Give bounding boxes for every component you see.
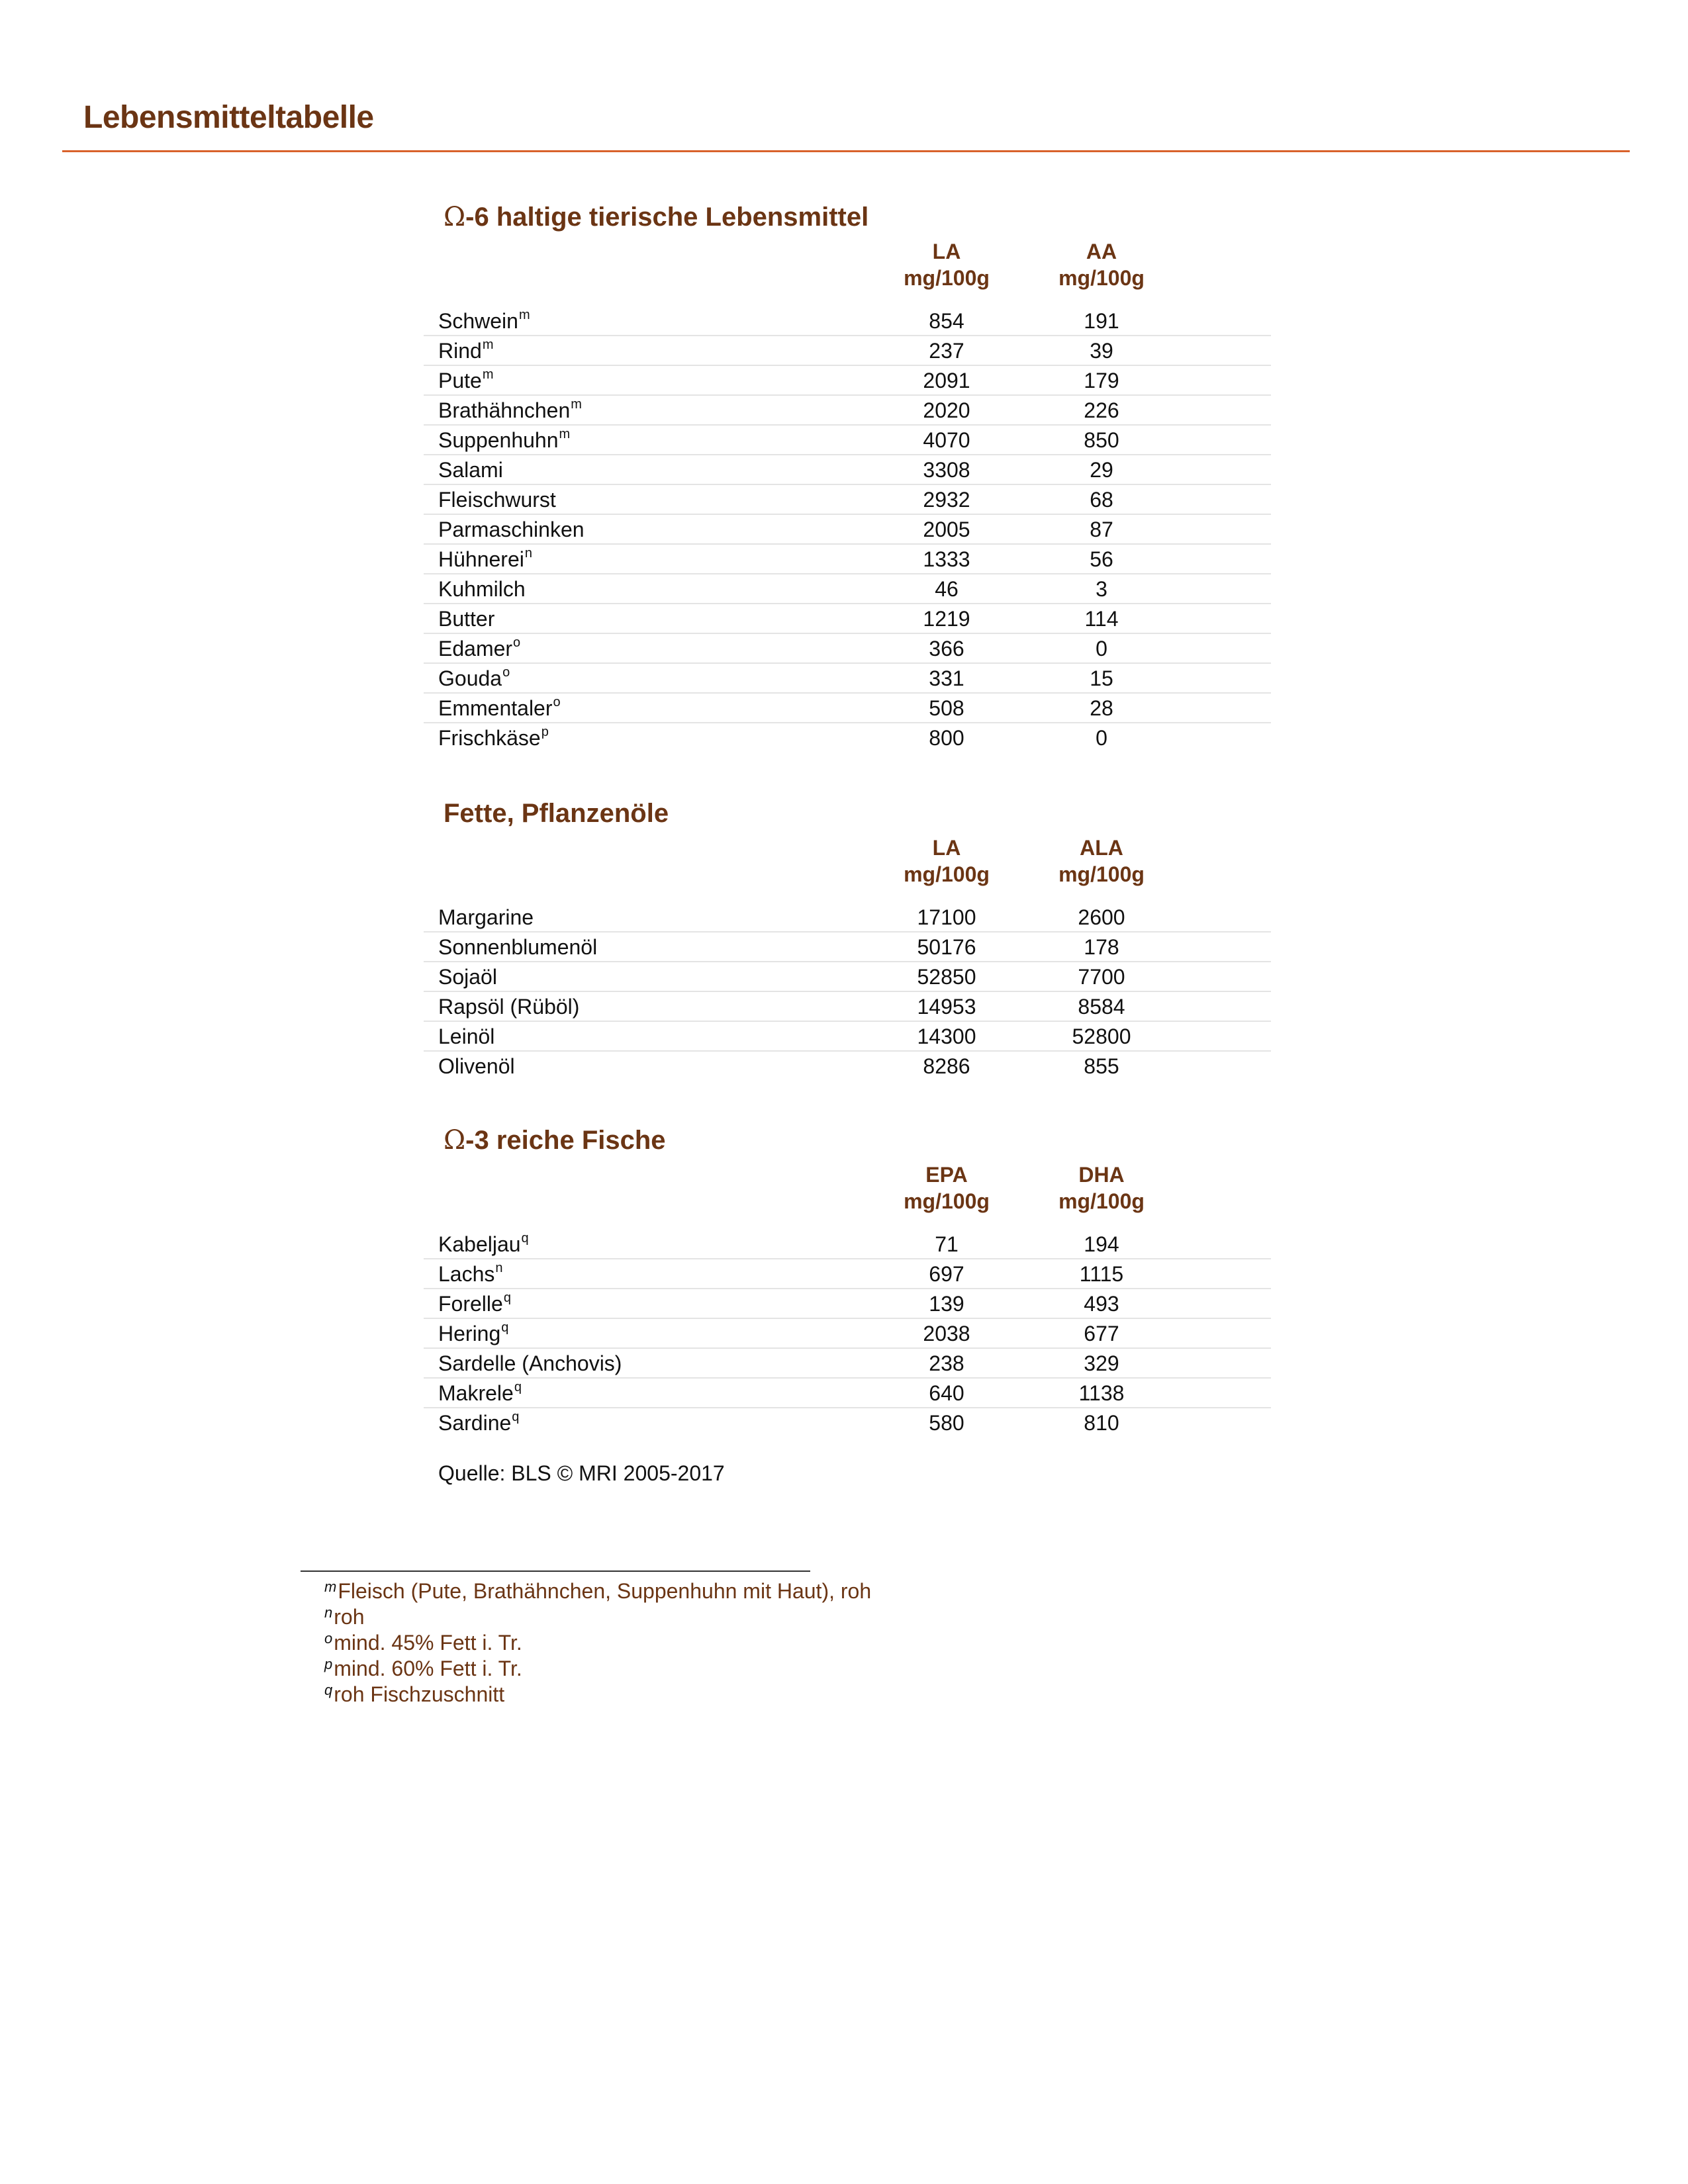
value-col-1: 2020: [923, 398, 970, 422]
food-name: Lachs$^n$: [438, 1261, 503, 1286]
value-col-1: 52850: [917, 965, 976, 989]
table-row: [424, 1230, 1271, 1259]
footnote: [324, 1682, 871, 1707]
footnote-mark: p: [324, 1656, 333, 1672]
value-col-1: 508: [929, 696, 964, 720]
food-name: Margarine: [438, 905, 534, 929]
footnote-ref: o: [502, 665, 510, 680]
footnote-ref: o: [513, 635, 521, 650]
table-row: [424, 1052, 1271, 1081]
footnote: [324, 1630, 871, 1656]
value-col-1: 46: [935, 577, 959, 601]
value-col-2: 3: [1096, 577, 1107, 601]
value-col-2: 28: [1090, 696, 1113, 720]
value-col-1: 1333: [923, 547, 970, 571]
value-col-2: 855: [1084, 1054, 1119, 1078]
food-name: Sardelle (Anchovis): [438, 1351, 622, 1375]
value-col-2: 329: [1084, 1351, 1119, 1375]
value-col-1: 331: [929, 666, 964, 690]
value-col-1: 14300: [917, 1024, 976, 1048]
value-col-2: 850: [1084, 428, 1119, 452]
footnote-mark: n: [324, 1604, 333, 1621]
table-row: [424, 515, 1271, 545]
value-col-2: 810: [1084, 1411, 1119, 1435]
food-name: Rind$^m$: [438, 338, 494, 363]
column-header-1: LA mg/100g: [904, 836, 990, 886]
food-name: Emmentaler$^o$: [438, 695, 561, 720]
value-col-2: 68: [1090, 488, 1113, 512]
column-header-2: DHA mg/100g: [1058, 1163, 1145, 1213]
value-col-2: 677: [1084, 1322, 1119, 1345]
value-col-1: 366: [929, 637, 964, 660]
table-row: [424, 933, 1271, 962]
table-rows: [424, 306, 1271, 753]
value-col-2: 1115: [1079, 1262, 1124, 1286]
food-name: Olivenöl: [438, 1054, 515, 1078]
footnote-ref: n: [524, 546, 532, 561]
footnote-ref: q: [503, 1291, 511, 1305]
value-col-2: 493: [1084, 1292, 1119, 1316]
footnote-ref: q: [512, 1410, 520, 1424]
value-col-2: 87: [1090, 518, 1113, 541]
value-col-1: 2038: [923, 1322, 970, 1345]
table-row: [424, 574, 1271, 604]
value-col-1: 580: [929, 1411, 964, 1435]
value-col-1: 4070: [923, 428, 970, 452]
table-row: [424, 903, 1271, 933]
header-divider: [62, 150, 1630, 152]
source-note: Quelle: BLS © MRI 2005-2017: [438, 1461, 725, 1485]
footnote-ref: m: [571, 397, 582, 412]
food-name: Frischkäse$^p$: [438, 725, 549, 750]
value-col-2: 2600: [1078, 905, 1125, 929]
footnote-ref: n: [495, 1261, 503, 1275]
footnote-ref: q: [521, 1231, 529, 1246]
food-name: Forelle$^q$: [438, 1291, 511, 1316]
footnote-text: mind. 60% Fett i. Tr.: [334, 1657, 522, 1680]
food-name: Rapsöl (Rüböl): [438, 995, 580, 1019]
column-header-2: AA mg/100g: [1058, 240, 1145, 290]
value-col-1: 697: [929, 1262, 964, 1286]
value-col-1: 238: [929, 1351, 964, 1375]
table-row: [424, 1289, 1271, 1319]
footnote-ref: o: [553, 695, 561, 709]
footnote-ref: q: [514, 1380, 522, 1394]
food-name: Hühnerei$^n$: [438, 546, 532, 571]
footnote-ref: m: [559, 427, 571, 441]
table-row: [424, 485, 1271, 515]
food-name: Kuhmilch: [438, 577, 526, 601]
footnote-text: mind. 45% Fett i. Tr.: [334, 1631, 522, 1655]
table-row: [424, 1408, 1271, 1438]
footnote-ref: m: [482, 338, 494, 352]
value-col-2: 191: [1084, 309, 1119, 333]
value-col-1: 1219: [923, 607, 970, 631]
table-rows: [424, 1230, 1271, 1438]
table-row: [424, 723, 1271, 753]
value-col-1: 139: [929, 1292, 964, 1316]
column-header-1: LA mg/100g: [904, 240, 990, 290]
table-row: [424, 664, 1271, 694]
footnote-mark: q: [324, 1682, 333, 1698]
footnote-ref: m: [482, 367, 494, 382]
food-name: Makrele$^q$: [438, 1380, 522, 1405]
value-col-2: 8584: [1078, 995, 1125, 1019]
food-name: Fleischwurst: [438, 488, 556, 512]
value-col-1: 2932: [923, 488, 970, 512]
table-row: [424, 1349, 1271, 1379]
value-col-2: 29: [1090, 458, 1113, 482]
value-col-1: 800: [929, 726, 964, 750]
food-name: Salami: [438, 458, 503, 482]
page-title: Lebensmitteltabelle: [83, 100, 374, 135]
value-col-2: 194: [1084, 1232, 1119, 1256]
food-name: Sardine$^q$: [438, 1410, 520, 1435]
value-col-2: 1138: [1078, 1381, 1125, 1405]
value-col-1: 50176: [917, 935, 976, 959]
food-name: Leinöl: [438, 1024, 495, 1048]
table-row: [424, 426, 1271, 455]
table-row: [424, 1379, 1271, 1408]
food-name: Butter: [438, 607, 495, 631]
footnote: [324, 1656, 871, 1682]
column-header-1: EPA mg/100g: [904, 1163, 990, 1213]
table-row: [424, 1319, 1271, 1349]
value-col-2: 0: [1096, 726, 1107, 750]
footnote-text: roh: [334, 1605, 365, 1629]
food-name: Hering$^q$: [438, 1320, 509, 1345]
value-col-1: 237: [929, 339, 964, 363]
table-row: [424, 306, 1271, 336]
food-name: Sojaöl: [438, 965, 497, 989]
food-name: Edamer$^o$: [438, 635, 521, 660]
food-name: Sonnenblumenöl: [438, 935, 598, 959]
footnote-text: roh Fischzuschnitt: [334, 1682, 505, 1706]
value-col-2: 179: [1084, 369, 1119, 392]
food-name: Schwein$^m$: [438, 308, 530, 333]
table-row: [424, 366, 1271, 396]
footnote-ref: q: [501, 1320, 509, 1335]
omega-symbol: Ω: [444, 202, 466, 232]
food-name: Brathähnchen$^m$: [438, 397, 582, 422]
value-col-2: 56: [1090, 547, 1113, 571]
value-col-1: 8286: [923, 1054, 970, 1078]
footnote-mark: m: [324, 1578, 337, 1595]
value-col-1: 14953: [917, 995, 976, 1019]
value-col-1: 854: [929, 309, 964, 333]
value-col-1: 640: [929, 1381, 964, 1405]
value-col-2: 15: [1090, 666, 1113, 690]
value-col-1: 71: [935, 1232, 959, 1256]
footnote: [324, 1578, 871, 1604]
section-title: Fette, Pflanzenöle: [444, 799, 669, 828]
section-title: Ω-6 haltige tierische Lebensmittel: [444, 202, 869, 232]
food-name: Gouda$^o$: [438, 665, 510, 690]
table-rows: [424, 903, 1271, 1081]
food-name: Kabeljau$^q$: [438, 1231, 529, 1256]
value-col-2: 7700: [1078, 965, 1125, 989]
table-row: [424, 634, 1271, 664]
value-col-2: 0: [1096, 637, 1107, 660]
value-col-2: 52800: [1072, 1024, 1131, 1048]
value-col-2: 226: [1084, 398, 1119, 422]
table-row: [424, 455, 1271, 485]
footnotes: [324, 1578, 871, 1707]
table-row: [424, 336, 1271, 366]
value-col-2: 114: [1084, 607, 1119, 631]
value-col-1: 3308: [923, 458, 970, 482]
table-row: [424, 962, 1271, 992]
value-col-1: 2005: [923, 518, 970, 541]
footnote-ref: m: [518, 308, 530, 322]
table-row: [424, 545, 1271, 574]
food-name: Parmaschinken: [438, 518, 585, 541]
food-name: Pute$^m$: [438, 367, 494, 392]
footnote-ref: p: [541, 725, 549, 739]
table-row: [424, 694, 1271, 723]
section-title: Ω-3 reiche Fische: [444, 1125, 666, 1156]
column-header-2: ALA mg/100g: [1058, 836, 1145, 886]
table-row: [424, 604, 1271, 634]
omega-symbol: Ω: [444, 1125, 466, 1156]
footnote-text: Fleisch (Pute, Brathähnchen, Suppenhuhn mit Haut), roh: [338, 1579, 872, 1603]
footnote-divider: [301, 1570, 810, 1572]
footnote: [324, 1604, 871, 1630]
table-row: [424, 992, 1271, 1022]
table-row: [424, 396, 1271, 426]
food-name: Suppenhuhn$^m$: [438, 427, 571, 452]
value-col-1: 2091: [923, 369, 970, 392]
table-row: [424, 1259, 1271, 1289]
footnote-mark: o: [324, 1630, 333, 1647]
table-row: [424, 1022, 1271, 1052]
value-col-1: 17100: [917, 905, 976, 929]
value-col-2: 178: [1084, 935, 1119, 959]
value-col-2: 39: [1090, 339, 1113, 363]
